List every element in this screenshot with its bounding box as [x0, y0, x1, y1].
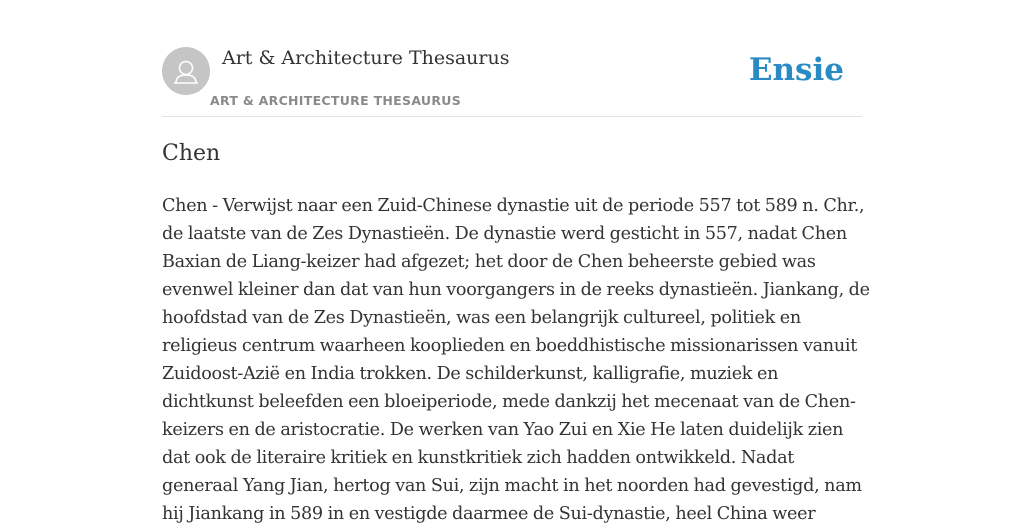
article-header	[162, 46, 862, 117]
source-subtitle: ART & ARCHITECTURE THESAURUS	[210, 93, 462, 108]
source-title-link[interactable]: Art & Architecture Thesaurus	[222, 47, 510, 69]
user-icon	[162, 47, 210, 95]
article-title: Chen	[162, 141, 221, 166]
brand-logo[interactable]: Ensie	[748, 52, 844, 88]
avatar[interactable]	[162, 47, 210, 95]
article-body: Chen - Verwijst naar een Zuid-Chinese dynastie uit de periode 557 tot 589 n. Chr., de laatste van de Zes Dynastieën. De dynastie werd gesticht in 557, nadat Chen Baxian de Liang-keizer had afgezet; het door de Chen beheerste gebied was evenwel kleiner dan dat van hun voorgangers in de reeks dynastieën. Jiankang, de hoofdstad van de Zes Dynastieën, was een belangrijk cultureel, politiek en religieus centrum waarheen kooplieden en boeddhistische missionarissen vanuit Zuidoost-Azië en India trokken. De schilderkunst, kalligrafie, muziek en dichtkunst beleefden een bloeiperiode, mede dankzij het mecenaat van de Chen-keizers en de aristocratie. De werken van Yao Zui en Xie He laten duidelijk zien dat ook de literaire kritiek en kunstkritiek zich hadden ontwikkeld. Nadat generaal Yang Jian, hertog van Sui, zijn macht in het noorden had gevestigd, nam hij Jiankang in 589 in en vestigde daarmee de Sui-dynastie, heel China weer	[162, 196, 870, 524]
